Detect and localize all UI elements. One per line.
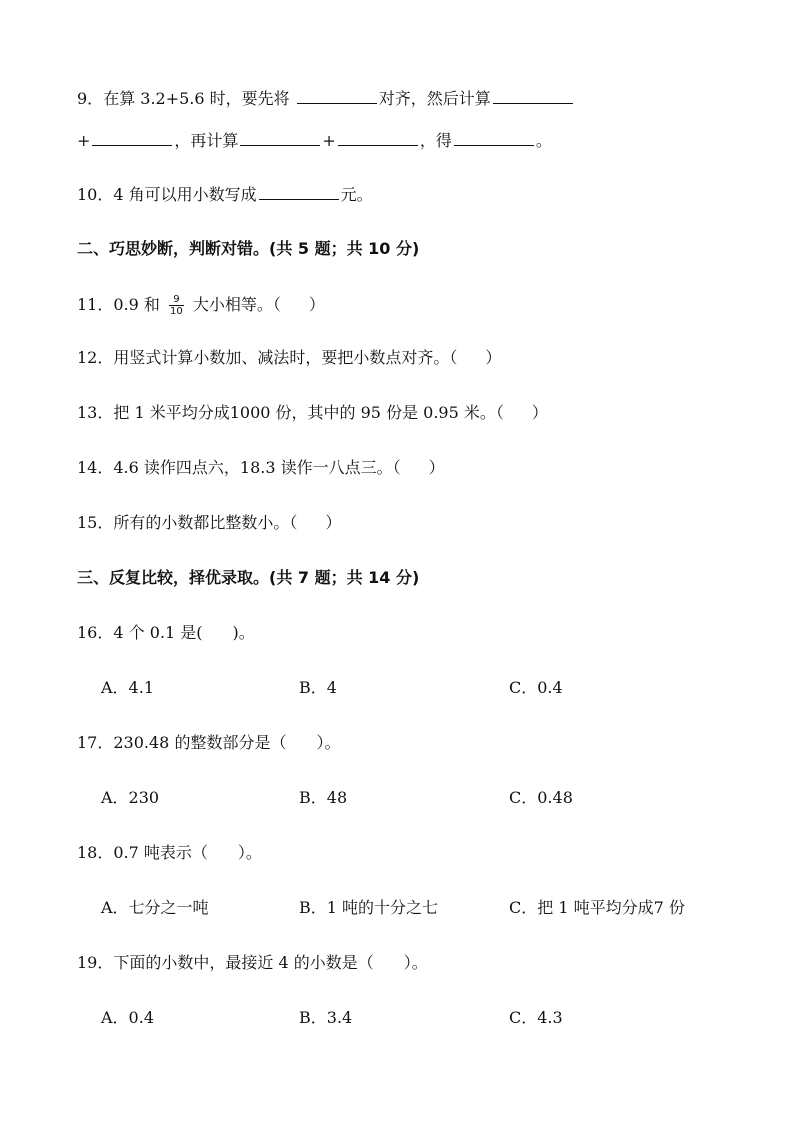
- question-number: 17．: [77, 733, 114, 752]
- option-a[interactable]: A．230: [101, 788, 160, 807]
- question-13: [77, 403, 548, 423]
- fraction-denominator: 10: [170, 306, 183, 317]
- option-b[interactable]: B．4: [299, 678, 337, 697]
- section-3-heading: 三、反复比较，择优录取。(共 7 题；共 14 分): [77, 568, 420, 587]
- question-9-line-2: [77, 130, 552, 150]
- answer-blank[interactable]: [240, 130, 320, 146]
- question-text: 0.9 和: [113, 295, 160, 314]
- question-9-line-1: [77, 88, 575, 108]
- answer-blank[interactable]: [493, 88, 573, 104]
- question-text: 4 个 0.1 是(: [113, 623, 203, 642]
- question-text: 元。: [340, 185, 373, 204]
- answer-blank[interactable]: [259, 184, 339, 200]
- option-c[interactable]: C．0.4: [509, 678, 563, 697]
- fraction: [169, 294, 184, 317]
- option-c[interactable]: C．0.48: [509, 788, 573, 807]
- question-16: [77, 623, 255, 643]
- paren-close: ）。: [403, 953, 428, 972]
- question-number: 18．: [77, 843, 114, 862]
- answer-blank[interactable]: [454, 130, 534, 146]
- question-12: [77, 348, 501, 368]
- question-10: [77, 184, 373, 204]
- question-text: 下面的小数中，最接近 4 的小数是（: [113, 953, 374, 972]
- question-15: [77, 513, 341, 533]
- paren-close: ）: [308, 295, 325, 314]
- question-text: 4.6 读作四点六，18.3 读作一八点三。（: [113, 458, 401, 477]
- answer-blank[interactable]: [297, 88, 377, 104]
- question-number: 10．: [77, 185, 114, 204]
- option-b[interactable]: B．3.4: [299, 1008, 353, 1027]
- question-text: 对齐，然后计算: [378, 89, 491, 108]
- paren-close: )。: [232, 623, 255, 642]
- question-number: 16．: [77, 623, 114, 642]
- question-text: 230.48 的整数部分是（: [113, 733, 287, 752]
- question-text: 用竖式计算小数加、减法时，要把小数点对齐。（: [113, 348, 458, 367]
- question-text: 大小相等。（: [192, 295, 281, 314]
- question-number: 11．: [77, 295, 114, 314]
- plus-sign: +: [77, 131, 91, 150]
- question-text: 4 角可以用小数写成: [113, 185, 257, 204]
- paren-close: ）。: [316, 733, 341, 752]
- question-11: [77, 294, 325, 317]
- answer-blank[interactable]: [92, 130, 172, 146]
- question-number: 12．: [77, 348, 114, 367]
- paren-close: ）: [428, 458, 445, 477]
- question-number: 13．: [77, 403, 114, 422]
- option-a[interactable]: A．4.1: [101, 678, 155, 697]
- question-text: 在算 3.2+5.6 时，要先将: [103, 89, 290, 108]
- option-b[interactable]: B．1 吨的十分之七: [299, 898, 439, 917]
- option-a[interactable]: A．七分之一吨: [101, 898, 209, 917]
- answer-blank[interactable]: [338, 130, 418, 146]
- question-number: 9．: [77, 89, 104, 108]
- paren-close: ）。: [237, 843, 262, 862]
- section-2-heading: 二、巧思妙断，判断对错。(共 5 题；共 10 分): [77, 239, 420, 258]
- question-text: 所有的小数都比整数小。（: [113, 513, 298, 532]
- paren-close: ）: [325, 513, 342, 532]
- question-17: [77, 733, 340, 753]
- question-text: 。: [535, 131, 552, 150]
- option-a[interactable]: A．0.4: [101, 1008, 155, 1027]
- question-text: ，得: [419, 131, 452, 150]
- question-number: 19．: [77, 953, 114, 972]
- option-c[interactable]: C．4.3: [509, 1008, 563, 1027]
- question-18: [77, 843, 262, 863]
- paren-close: ）: [531, 403, 548, 422]
- fraction-numerator: 9: [173, 294, 180, 305]
- question-19: [77, 953, 428, 973]
- paren-close: ）: [485, 348, 502, 367]
- option-b[interactable]: B．48: [299, 788, 348, 807]
- question-text: 0.7 吨表示（: [113, 843, 208, 862]
- question-text: ，再计算: [174, 131, 239, 150]
- plus-sign: +: [322, 131, 336, 150]
- question-14: [77, 458, 445, 478]
- question-text: 把 1 米平均分成1000 份，其中的 95 份是 0.95 米。（: [113, 403, 504, 422]
- option-c[interactable]: C．把 1 吨平均分成7 份: [509, 898, 685, 917]
- question-number: 15．: [77, 513, 114, 532]
- question-number: 14．: [77, 458, 114, 477]
